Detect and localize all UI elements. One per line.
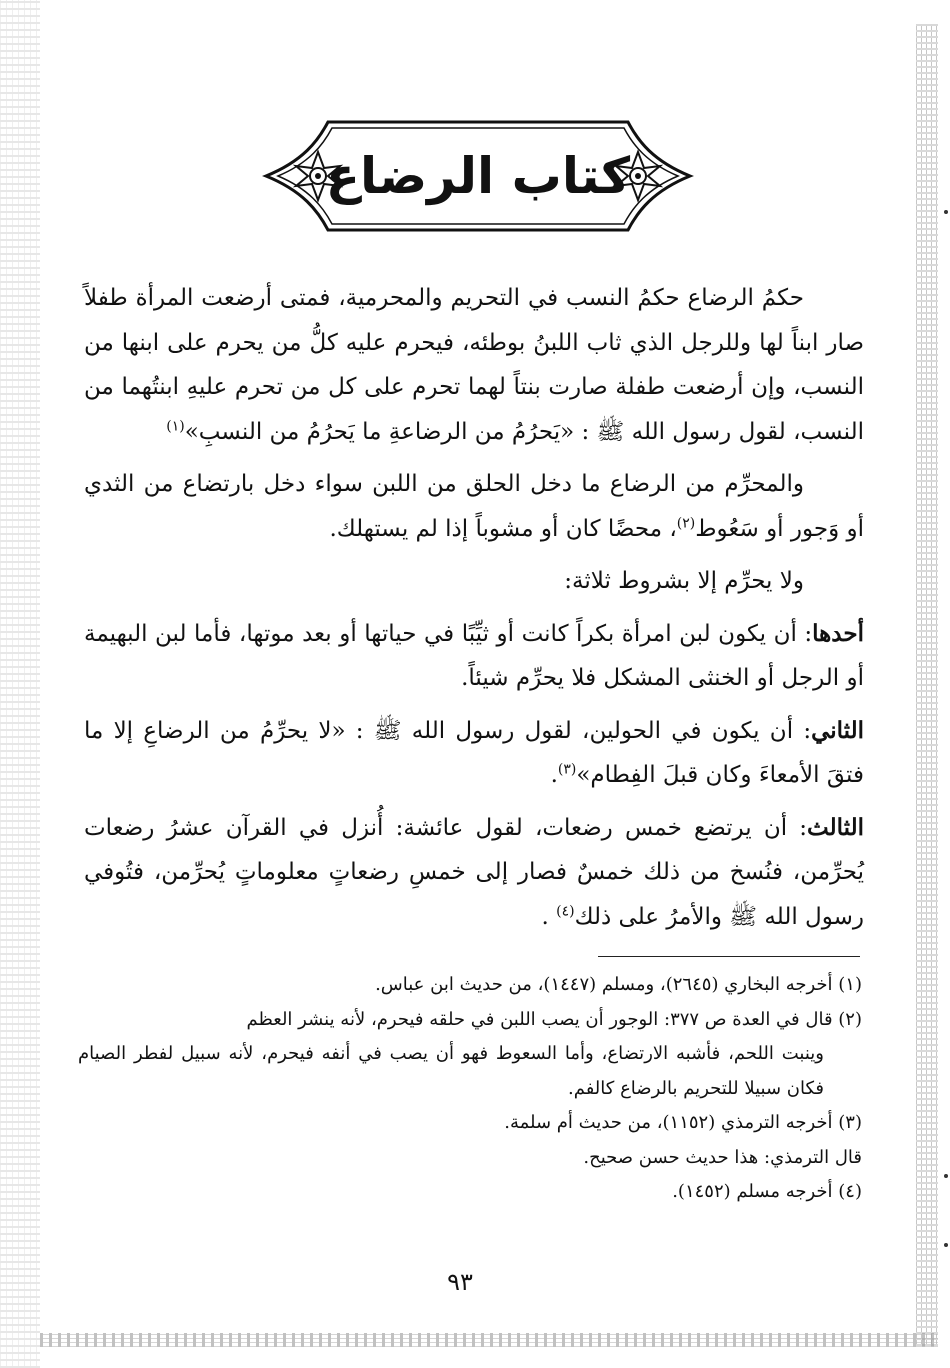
- paragraph-conditions-intro: [84, 559, 864, 604]
- footnote-ref: (٢): [676, 514, 696, 531]
- scan-dot: [944, 210, 948, 214]
- footnote-divider: [598, 956, 860, 957]
- title-cartouche: [258, 116, 698, 236]
- main-text: [84, 276, 864, 947]
- footnote-2: (٢) قال في العدة ص ٣٧٧: الوجور أن يصب اللبن في حلقه فيحرم، لأنه ينشر العظم: [246, 1008, 862, 1030]
- decorative-border-right: [916, 24, 938, 1346]
- footnote-1: (١) أخرجه البخاري (٢٦٤٥)، ومسلم (١٤٤٧)، من حديث ابن عباس.: [375, 974, 862, 995]
- paragraph-text: ، محضًا كان أو مشوباً إذا لم يستهلك.: [329, 515, 677, 542]
- footnote-4: (٤) أخرجه مسلم (١٤٥٢).: [672, 1181, 862, 1202]
- footnote-ref: (١): [166, 417, 185, 434]
- condition-text: : أن يرتضع خمس رضعات، لقول عائشة: أُنزل في القرآن عشرُ رضعات يُحرِّمن، فنُسخ من ذلك خمسٌ فصار إلى خمسِ رضعاتٍ معلوماتٍ يُحرِّمن، فتُوفي رسول الله ﷺ والأمرُ على ذلك: [84, 814, 864, 930]
- paragraph-text: حكمُ الرضاع حكمُ النسب في التحريم والمحرمية، فمتى أرضعت المرأة طفلاً صار ابناً لها وللرجل الذي ثاب اللبنُ بوطئه، فيحرم عليه كلُّ من يحرم على ابنها من النسب، وإن أرضعت طفلة صارت بنتاً لهما تحرم على كل من تحرم عليهِ ابنتُهما من النسب، لقول رسول الله ﷺ : «يَحرُمُ من الرضاعةِ ما يَحرُمُ من النسبِ»: [84, 285, 864, 445]
- scan-dot: [944, 1174, 948, 1178]
- chapter-title: كتاب الرضاع: [325, 147, 631, 205]
- page-edge-left-scan: [0, 0, 40, 1368]
- footnotes: [78, 968, 862, 1210]
- footnote-ref: (٣): [557, 761, 577, 778]
- decorative-border-bottom: [40, 1333, 938, 1347]
- condition-text: : أن يكون في الحولين، لقول رسول الله ﷺ : «لا يحرِّمُ من الرضاعِ إلا ما فتقَ الأمعاءَ وكان قبلَ الفِطام»: [84, 717, 864, 788]
- footnote-3-comment: قال الترمذي: هذا حديث حسن صحيح.: [583, 1146, 862, 1168]
- condition-first: [84, 612, 864, 701]
- paragraph-text: ولا يحرِّم إلا بشروط ثلاثة:: [564, 568, 804, 594]
- condition-label: الثالث: [807, 813, 864, 841]
- condition-label: الثاني: [811, 716, 864, 744]
- condition-text: : أن يكون لبن امرأة بكراً كانت أو ثيِّبًا في حياتها أو بعد موتها، فأما لبن البهيمة أو الرجل أو الخنثى المشكل فلا يحرِّم شيئاً.: [84, 620, 864, 691]
- scan-dot: [944, 1243, 948, 1247]
- paragraph-text: والمحرِّم من الرضاع ما دخل الحلق من اللبن سواء دخل بارتضاع من الثدي أو وَجور أو سَعُوط: [84, 471, 864, 542]
- condition-text: .: [550, 762, 558, 788]
- condition-second: [84, 709, 864, 798]
- footnote-2-continued: وينبت اللحم، فأشبه الارتضاع، وأما السعوط فهو أن يصب في أنفه فيحرم، لأنه سبيل لفطر الصيام فكان سبيلا للتحريم بالرضاع كالفم.: [78, 1043, 824, 1099]
- condition-label: أحدها: [812, 619, 864, 647]
- condition-text: .: [541, 903, 557, 930]
- paragraph-definition: [84, 462, 864, 551]
- page-number: ٩٣: [447, 1268, 473, 1296]
- paragraph-intro: [84, 276, 864, 454]
- footnote-ref: (٤): [556, 902, 575, 919]
- footnote-3: (٣) أخرجه الترمذي (١١٥٢)، من حديث أم سلمة.: [504, 1112, 862, 1133]
- condition-third: [84, 806, 864, 940]
